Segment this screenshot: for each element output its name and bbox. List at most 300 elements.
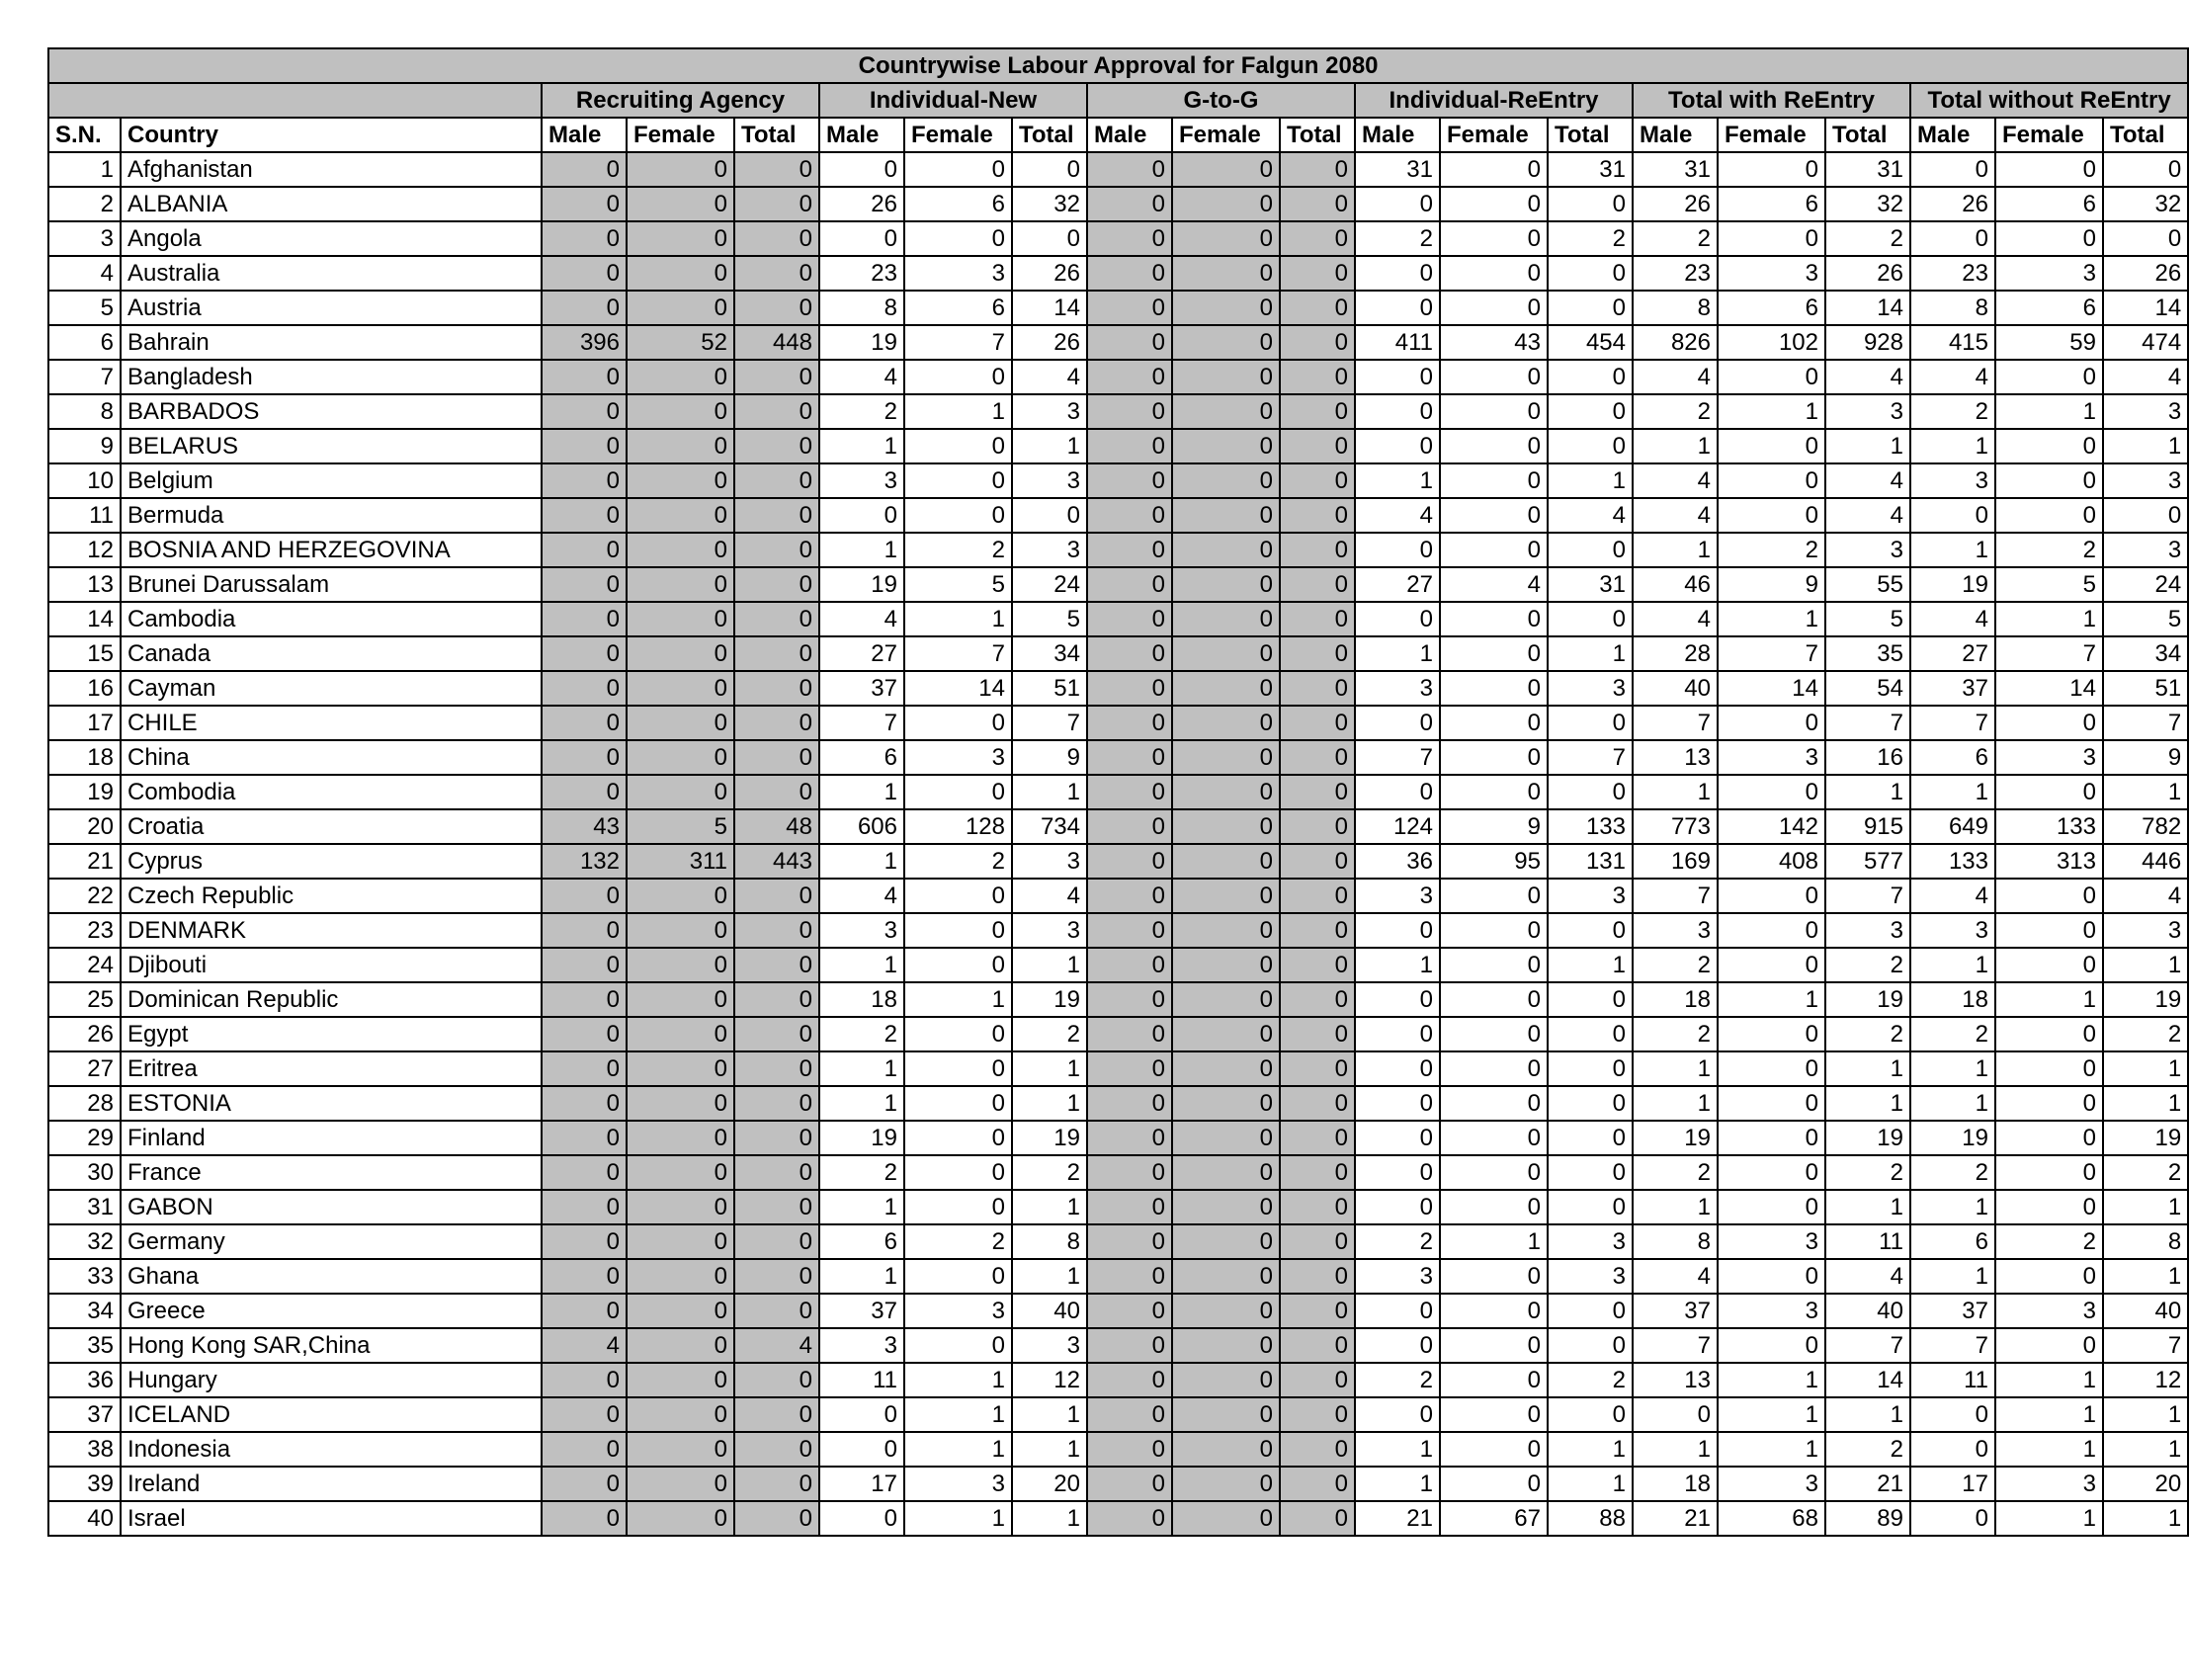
cell-total-with-reentry-female: 0 bbox=[1718, 1190, 1825, 1224]
cell-individual-reentry-female: 0 bbox=[1440, 948, 1548, 982]
cell-total-with-reentry-total: 26 bbox=[1825, 256, 1910, 291]
cell-g-to-g-female: 0 bbox=[1172, 291, 1280, 325]
cell-g-to-g-male: 0 bbox=[1087, 775, 1172, 809]
cell-recruiting-agency-female: 0 bbox=[627, 498, 734, 533]
cell-individual-reentry-male: 1 bbox=[1355, 948, 1440, 982]
row-country: BELARUS bbox=[121, 429, 542, 463]
cell-total-with-reentry-total: 16 bbox=[1825, 740, 1910, 775]
cell-recruiting-agency-female: 0 bbox=[627, 948, 734, 982]
cell-individual-reentry-male: 0 bbox=[1355, 706, 1440, 740]
row-country: BOSNIA AND HERZEGOVINA bbox=[121, 533, 542, 567]
cell-individual-reentry-male: 0 bbox=[1355, 291, 1440, 325]
cell-total-without-reentry-total: 0 bbox=[2103, 221, 2188, 256]
cell-total-with-reentry-female: 7 bbox=[1718, 636, 1825, 671]
cell-total-with-reentry-total: 4 bbox=[1825, 498, 1910, 533]
cell-individual-new-total: 3 bbox=[1012, 913, 1087, 948]
cell-g-to-g-female: 0 bbox=[1172, 740, 1280, 775]
cell-recruiting-agency-total: 0 bbox=[734, 1397, 819, 1432]
cell-individual-reentry-total: 4 bbox=[1548, 498, 1633, 533]
cell-g-to-g-total: 0 bbox=[1280, 1363, 1355, 1397]
cell-g-to-g-total: 0 bbox=[1280, 1501, 1355, 1536]
cell-g-to-g-total: 0 bbox=[1280, 498, 1355, 533]
cell-total-without-reentry-male: 415 bbox=[1910, 325, 1995, 360]
cell-individual-new-female: 7 bbox=[904, 325, 1012, 360]
cell-total-without-reentry-male: 1 bbox=[1910, 1259, 1995, 1294]
cell-recruiting-agency-total: 0 bbox=[734, 1432, 819, 1467]
cell-individual-new-male: 0 bbox=[819, 152, 904, 187]
cell-g-to-g-male: 0 bbox=[1087, 1190, 1172, 1224]
cell-total-without-reentry-male: 0 bbox=[1910, 221, 1995, 256]
row-sn: 39 bbox=[48, 1467, 121, 1501]
row-sn: 24 bbox=[48, 948, 121, 982]
cell-individual-new-female: 0 bbox=[904, 463, 1012, 498]
cell-total-with-reentry-total: 7 bbox=[1825, 706, 1910, 740]
cell-g-to-g-total: 0 bbox=[1280, 291, 1355, 325]
cell-total-without-reentry-female: 0 bbox=[1995, 221, 2103, 256]
cell-recruiting-agency-male: 0 bbox=[542, 1224, 627, 1259]
cell-g-to-g-total: 0 bbox=[1280, 1017, 1355, 1051]
cell-total-with-reentry-total: 19 bbox=[1825, 982, 1910, 1017]
cell-recruiting-agency-male: 4 bbox=[542, 1328, 627, 1363]
cell-individual-reentry-female: 0 bbox=[1440, 429, 1548, 463]
row-country: Combodia bbox=[121, 775, 542, 809]
cell-individual-new-male: 1 bbox=[819, 1051, 904, 1086]
row-sn: 31 bbox=[48, 1190, 121, 1224]
cell-total-without-reentry-female: 313 bbox=[1995, 844, 2103, 879]
cell-g-to-g-female: 0 bbox=[1172, 775, 1280, 809]
cell-individual-reentry-male: 0 bbox=[1355, 256, 1440, 291]
cell-individual-new-female: 1 bbox=[904, 1501, 1012, 1536]
cell-individual-new-total: 0 bbox=[1012, 498, 1087, 533]
cell-total-without-reentry-total: 2 bbox=[2103, 1155, 2188, 1190]
cell-recruiting-agency-male: 0 bbox=[542, 706, 627, 740]
cell-g-to-g-total: 0 bbox=[1280, 948, 1355, 982]
cell-g-to-g-total: 0 bbox=[1280, 671, 1355, 706]
cell-g-to-g-female: 0 bbox=[1172, 844, 1280, 879]
row-country: Cayman bbox=[121, 671, 542, 706]
cell-individual-reentry-total: 0 bbox=[1548, 1155, 1633, 1190]
cell-recruiting-agency-total: 0 bbox=[734, 394, 819, 429]
cell-total-with-reentry-female: 3 bbox=[1718, 1467, 1825, 1501]
cell-recruiting-agency-total: 0 bbox=[734, 1467, 819, 1501]
cell-total-without-reentry-female: 0 bbox=[1995, 1121, 2103, 1155]
cell-g-to-g-female: 0 bbox=[1172, 879, 1280, 913]
cell-total-with-reentry-female: 14 bbox=[1718, 671, 1825, 706]
cell-total-without-reentry-total: 1 bbox=[2103, 1086, 2188, 1121]
cell-recruiting-agency-female: 0 bbox=[627, 567, 734, 602]
cell-individual-reentry-male: 1 bbox=[1355, 463, 1440, 498]
cell-individual-new-female: 3 bbox=[904, 1294, 1012, 1328]
cell-individual-new-female: 14 bbox=[904, 671, 1012, 706]
row-country: Brunei Darussalam bbox=[121, 567, 542, 602]
cell-individual-reentry-total: 1 bbox=[1548, 1432, 1633, 1467]
cell-g-to-g-female: 0 bbox=[1172, 982, 1280, 1017]
cell-total-without-reentry-female: 0 bbox=[1995, 1086, 2103, 1121]
cell-individual-reentry-female: 0 bbox=[1440, 636, 1548, 671]
cell-total-with-reentry-female: 3 bbox=[1718, 1224, 1825, 1259]
cell-g-to-g-female: 0 bbox=[1172, 256, 1280, 291]
cell-individual-reentry-male: 0 bbox=[1355, 602, 1440, 636]
cell-recruiting-agency-male: 0 bbox=[542, 1017, 627, 1051]
cell-recruiting-agency-female: 0 bbox=[627, 1328, 734, 1363]
cell-g-to-g-female: 0 bbox=[1172, 152, 1280, 187]
cell-g-to-g-female: 0 bbox=[1172, 1121, 1280, 1155]
cell-individual-new-total: 19 bbox=[1012, 982, 1087, 1017]
cell-recruiting-agency-female: 0 bbox=[627, 394, 734, 429]
row-country: France bbox=[121, 1155, 542, 1190]
cell-recruiting-agency-total: 0 bbox=[734, 360, 819, 394]
cell-g-to-g-male: 0 bbox=[1087, 498, 1172, 533]
cell-total-with-reentry-total: 4 bbox=[1825, 463, 1910, 498]
cell-individual-new-male: 2 bbox=[819, 1155, 904, 1190]
cell-total-without-reentry-male: 2 bbox=[1910, 394, 1995, 429]
cell-g-to-g-male: 0 bbox=[1087, 1397, 1172, 1432]
cell-total-with-reentry-male: 37 bbox=[1633, 1294, 1718, 1328]
cell-g-to-g-female: 0 bbox=[1172, 913, 1280, 948]
cell-individual-new-female: 0 bbox=[904, 1121, 1012, 1155]
cell-total-without-reentry-male: 1 bbox=[1910, 1086, 1995, 1121]
cell-total-with-reentry-female: 1 bbox=[1718, 982, 1825, 1017]
cell-individual-reentry-male: 0 bbox=[1355, 775, 1440, 809]
cell-recruiting-agency-female: 0 bbox=[627, 1051, 734, 1086]
cell-total-with-reentry-female: 0 bbox=[1718, 221, 1825, 256]
cell-individual-new-total: 12 bbox=[1012, 1363, 1087, 1397]
cell-total-with-reentry-female: 0 bbox=[1718, 1121, 1825, 1155]
table-row bbox=[48, 948, 2188, 982]
cell-recruiting-agency-total: 0 bbox=[734, 775, 819, 809]
cell-individual-reentry-female: 0 bbox=[1440, 1190, 1548, 1224]
cell-g-to-g-female: 0 bbox=[1172, 187, 1280, 221]
cell-total-with-reentry-male: 2 bbox=[1633, 221, 1718, 256]
cell-individual-new-female: 0 bbox=[904, 706, 1012, 740]
cell-individual-reentry-male: 0 bbox=[1355, 982, 1440, 1017]
cell-recruiting-agency-female: 0 bbox=[627, 1432, 734, 1467]
cell-total-with-reentry-female: 1 bbox=[1718, 1432, 1825, 1467]
cell-total-with-reentry-male: 23 bbox=[1633, 256, 1718, 291]
cell-individual-reentry-total: 1 bbox=[1548, 636, 1633, 671]
cell-recruiting-agency-total: 0 bbox=[734, 498, 819, 533]
cell-individual-new-female: 0 bbox=[904, 1190, 1012, 1224]
cell-total-without-reentry-total: 20 bbox=[2103, 1467, 2188, 1501]
cell-g-to-g-female: 0 bbox=[1172, 1432, 1280, 1467]
cell-individual-new-total: 1 bbox=[1012, 1259, 1087, 1294]
cell-recruiting-agency-male: 0 bbox=[542, 740, 627, 775]
cell-total-without-reentry-female: 5 bbox=[1995, 567, 2103, 602]
cell-total-with-reentry-total: 7 bbox=[1825, 879, 1910, 913]
cell-recruiting-agency-male: 0 bbox=[542, 256, 627, 291]
cell-g-to-g-total: 0 bbox=[1280, 706, 1355, 740]
cell-recruiting-agency-total: 0 bbox=[734, 913, 819, 948]
cell-individual-reentry-total: 3 bbox=[1548, 1224, 1633, 1259]
table-row bbox=[48, 1432, 2188, 1467]
cell-total-with-reentry-male: 8 bbox=[1633, 291, 1718, 325]
cell-recruiting-agency-total: 0 bbox=[734, 1294, 819, 1328]
cell-individual-new-total: 0 bbox=[1012, 152, 1087, 187]
cell-individual-new-female: 6 bbox=[904, 187, 1012, 221]
cell-g-to-g-female: 0 bbox=[1172, 948, 1280, 982]
row-country: Angola bbox=[121, 221, 542, 256]
cell-recruiting-agency-female: 0 bbox=[627, 463, 734, 498]
cell-individual-new-male: 37 bbox=[819, 671, 904, 706]
cell-total-without-reentry-female: 0 bbox=[1995, 706, 2103, 740]
cell-total-without-reentry-total: 474 bbox=[2103, 325, 2188, 360]
cell-individual-reentry-male: 0 bbox=[1355, 533, 1440, 567]
cell-recruiting-agency-male: 0 bbox=[542, 636, 627, 671]
cell-individual-new-female: 7 bbox=[904, 636, 1012, 671]
cell-individual-reentry-total: 7 bbox=[1548, 740, 1633, 775]
cell-recruiting-agency-total: 0 bbox=[734, 948, 819, 982]
cell-g-to-g-male: 0 bbox=[1087, 533, 1172, 567]
cell-individual-reentry-total: 0 bbox=[1548, 982, 1633, 1017]
cell-total-without-reentry-female: 133 bbox=[1995, 809, 2103, 844]
cell-total-without-reentry-female: 1 bbox=[1995, 394, 2103, 429]
cell-individual-reentry-male: 0 bbox=[1355, 1086, 1440, 1121]
cell-recruiting-agency-male: 0 bbox=[542, 498, 627, 533]
row-sn: 7 bbox=[48, 360, 121, 394]
table-row bbox=[48, 1051, 2188, 1086]
cell-recruiting-agency-male: 396 bbox=[542, 325, 627, 360]
cell-total-with-reentry-female: 0 bbox=[1718, 948, 1825, 982]
cell-total-without-reentry-male: 4 bbox=[1910, 602, 1995, 636]
cell-g-to-g-male: 0 bbox=[1087, 1467, 1172, 1501]
cell-individual-reentry-female: 0 bbox=[1440, 1155, 1548, 1190]
cell-individual-new-male: 1 bbox=[819, 1259, 904, 1294]
row-country: Indonesia bbox=[121, 1432, 542, 1467]
cell-g-to-g-female: 0 bbox=[1172, 1086, 1280, 1121]
cell-total-with-reentry-male: 28 bbox=[1633, 636, 1718, 671]
cell-g-to-g-male: 0 bbox=[1087, 463, 1172, 498]
cell-individual-new-total: 24 bbox=[1012, 567, 1087, 602]
cell-individual-new-male: 0 bbox=[819, 221, 904, 256]
cell-individual-reentry-female: 0 bbox=[1440, 394, 1548, 429]
cell-individual-reentry-female: 0 bbox=[1440, 152, 1548, 187]
cell-total-without-reentry-female: 0 bbox=[1995, 1155, 2103, 1190]
cell-recruiting-agency-male: 0 bbox=[542, 429, 627, 463]
cell-individual-new-female: 0 bbox=[904, 1051, 1012, 1086]
cell-individual-new-total: 734 bbox=[1012, 809, 1087, 844]
cell-total-with-reentry-female: 1 bbox=[1718, 602, 1825, 636]
cell-total-with-reentry-total: 31 bbox=[1825, 152, 1910, 187]
cell-individual-reentry-female: 0 bbox=[1440, 1051, 1548, 1086]
cell-total-without-reentry-female: 1 bbox=[1995, 982, 2103, 1017]
cell-individual-new-total: 9 bbox=[1012, 740, 1087, 775]
row-country: CHILE bbox=[121, 706, 542, 740]
cell-total-with-reentry-total: 14 bbox=[1825, 291, 1910, 325]
table-row bbox=[48, 1121, 2188, 1155]
cell-total-without-reentry-female: 1 bbox=[1995, 602, 2103, 636]
cell-total-without-reentry-total: 3 bbox=[2103, 463, 2188, 498]
cell-total-without-reentry-male: 26 bbox=[1910, 187, 1995, 221]
cell-total-with-reentry-female: 0 bbox=[1718, 1155, 1825, 1190]
row-country: Bermuda bbox=[121, 498, 542, 533]
cell-g-to-g-female: 0 bbox=[1172, 360, 1280, 394]
header-individual-new-male: Male bbox=[819, 118, 904, 152]
cell-total-with-reentry-male: 7 bbox=[1633, 879, 1718, 913]
cell-recruiting-agency-male: 0 bbox=[542, 152, 627, 187]
table-body bbox=[48, 152, 2188, 1536]
cell-individual-reentry-male: 0 bbox=[1355, 1017, 1440, 1051]
cell-total-without-reentry-total: 3 bbox=[2103, 533, 2188, 567]
cell-total-with-reentry-female: 68 bbox=[1718, 1501, 1825, 1536]
cell-individual-reentry-female: 0 bbox=[1440, 360, 1548, 394]
cell-total-with-reentry-male: 4 bbox=[1633, 1259, 1718, 1294]
cell-recruiting-agency-total: 448 bbox=[734, 325, 819, 360]
cell-recruiting-agency-male: 0 bbox=[542, 1259, 627, 1294]
cell-recruiting-agency-male: 0 bbox=[542, 567, 627, 602]
cell-individual-new-male: 1 bbox=[819, 948, 904, 982]
cell-individual-new-total: 2 bbox=[1012, 1017, 1087, 1051]
cell-total-without-reentry-total: 34 bbox=[2103, 636, 2188, 671]
cell-individual-new-female: 6 bbox=[904, 291, 1012, 325]
cell-g-to-g-total: 0 bbox=[1280, 221, 1355, 256]
cell-individual-new-male: 4 bbox=[819, 879, 904, 913]
cell-total-without-reentry-male: 133 bbox=[1910, 844, 1995, 879]
cell-recruiting-agency-total: 0 bbox=[734, 879, 819, 913]
cell-total-without-reentry-total: 1 bbox=[2103, 1259, 2188, 1294]
row-sn: 1 bbox=[48, 152, 121, 187]
table-row bbox=[48, 360, 2188, 394]
cell-g-to-g-female: 0 bbox=[1172, 325, 1280, 360]
cell-total-with-reentry-total: 3 bbox=[1825, 533, 1910, 567]
title-row bbox=[48, 48, 2188, 83]
cell-individual-new-male: 0 bbox=[819, 1432, 904, 1467]
cell-individual-new-total: 4 bbox=[1012, 360, 1087, 394]
cell-individual-new-male: 18 bbox=[819, 982, 904, 1017]
cell-g-to-g-female: 0 bbox=[1172, 706, 1280, 740]
cell-total-with-reentry-female: 0 bbox=[1718, 775, 1825, 809]
cell-individual-new-female: 0 bbox=[904, 913, 1012, 948]
cell-total-without-reentry-total: 1 bbox=[2103, 1432, 2188, 1467]
cell-individual-new-total: 3 bbox=[1012, 394, 1087, 429]
cell-total-with-reentry-male: 4 bbox=[1633, 463, 1718, 498]
cell-individual-new-male: 0 bbox=[819, 1397, 904, 1432]
cell-individual-reentry-male: 0 bbox=[1355, 1121, 1440, 1155]
cell-individual-reentry-total: 0 bbox=[1548, 533, 1633, 567]
table-row bbox=[48, 602, 2188, 636]
cell-individual-reentry-total: 1 bbox=[1548, 463, 1633, 498]
row-country: Bahrain bbox=[121, 325, 542, 360]
cell-individual-new-total: 1 bbox=[1012, 1051, 1087, 1086]
cell-individual-new-male: 1 bbox=[819, 775, 904, 809]
cell-individual-new-total: 8 bbox=[1012, 1224, 1087, 1259]
cell-g-to-g-total: 0 bbox=[1280, 429, 1355, 463]
cell-recruiting-agency-female: 0 bbox=[627, 1467, 734, 1501]
table-row bbox=[48, 1224, 2188, 1259]
table-row bbox=[48, 187, 2188, 221]
cell-individual-new-male: 37 bbox=[819, 1294, 904, 1328]
cell-total-without-reentry-total: 2 bbox=[2103, 1017, 2188, 1051]
cell-total-without-reentry-male: 7 bbox=[1910, 706, 1995, 740]
row-sn: 13 bbox=[48, 567, 121, 602]
cell-individual-new-total: 5 bbox=[1012, 602, 1087, 636]
cell-recruiting-agency-total: 0 bbox=[734, 429, 819, 463]
cell-total-without-reentry-total: 782 bbox=[2103, 809, 2188, 844]
cell-individual-new-total: 26 bbox=[1012, 256, 1087, 291]
cell-recruiting-agency-female: 0 bbox=[627, 1190, 734, 1224]
cell-individual-reentry-male: 2 bbox=[1355, 1363, 1440, 1397]
cell-total-without-reentry-total: 7 bbox=[2103, 1328, 2188, 1363]
cell-total-with-reentry-male: 1 bbox=[1633, 1051, 1718, 1086]
cell-recruiting-agency-total: 48 bbox=[734, 809, 819, 844]
cell-individual-reentry-female: 0 bbox=[1440, 706, 1548, 740]
cell-total-without-reentry-male: 27 bbox=[1910, 636, 1995, 671]
table-row bbox=[48, 1397, 2188, 1432]
cell-individual-new-female: 1 bbox=[904, 1397, 1012, 1432]
cell-recruiting-agency-total: 0 bbox=[734, 1051, 819, 1086]
cell-recruiting-agency-total: 0 bbox=[734, 567, 819, 602]
table-row bbox=[48, 1501, 2188, 1536]
cell-individual-new-male: 19 bbox=[819, 325, 904, 360]
cell-individual-new-total: 1 bbox=[1012, 948, 1087, 982]
cell-total-with-reentry-female: 142 bbox=[1718, 809, 1825, 844]
cell-individual-new-female: 3 bbox=[904, 1467, 1012, 1501]
cell-total-without-reentry-male: 1 bbox=[1910, 948, 1995, 982]
cell-recruiting-agency-female: 0 bbox=[627, 706, 734, 740]
cell-individual-reentry-total: 454 bbox=[1548, 325, 1633, 360]
cell-g-to-g-male: 0 bbox=[1087, 1017, 1172, 1051]
cell-individual-reentry-female: 0 bbox=[1440, 1467, 1548, 1501]
table-row bbox=[48, 913, 2188, 948]
cell-individual-reentry-female: 0 bbox=[1440, 1086, 1548, 1121]
cell-total-without-reentry-total: 9 bbox=[2103, 740, 2188, 775]
header-g-to-g-male: Male bbox=[1087, 118, 1172, 152]
cell-total-without-reentry-total: 24 bbox=[2103, 567, 2188, 602]
row-country: Australia bbox=[121, 256, 542, 291]
cell-g-to-g-female: 0 bbox=[1172, 463, 1280, 498]
table-row bbox=[48, 671, 2188, 706]
cell-total-with-reentry-male: 13 bbox=[1633, 1363, 1718, 1397]
cell-total-with-reentry-total: 1 bbox=[1825, 1086, 1910, 1121]
cell-total-without-reentry-male: 8 bbox=[1910, 291, 1995, 325]
cell-individual-reentry-total: 0 bbox=[1548, 1190, 1633, 1224]
cell-total-without-reentry-total: 14 bbox=[2103, 291, 2188, 325]
cell-individual-new-male: 2 bbox=[819, 394, 904, 429]
cell-g-to-g-male: 0 bbox=[1087, 1086, 1172, 1121]
cell-total-with-reentry-total: 4 bbox=[1825, 1259, 1910, 1294]
cell-total-without-reentry-total: 1 bbox=[2103, 775, 2188, 809]
cell-individual-new-female: 0 bbox=[904, 498, 1012, 533]
cell-g-to-g-total: 0 bbox=[1280, 809, 1355, 844]
cell-individual-reentry-male: 27 bbox=[1355, 567, 1440, 602]
row-country: Ghana bbox=[121, 1259, 542, 1294]
cell-individual-new-total: 14 bbox=[1012, 291, 1087, 325]
cell-g-to-g-male: 0 bbox=[1087, 394, 1172, 429]
row-sn: 3 bbox=[48, 221, 121, 256]
cell-individual-reentry-male: 7 bbox=[1355, 740, 1440, 775]
cell-individual-reentry-male: 0 bbox=[1355, 1155, 1440, 1190]
cell-individual-new-female: 1 bbox=[904, 982, 1012, 1017]
cell-recruiting-agency-total: 0 bbox=[734, 221, 819, 256]
cell-total-without-reentry-female: 0 bbox=[1995, 152, 2103, 187]
header-total-without-reentry-male: Male bbox=[1910, 118, 1995, 152]
cell-recruiting-agency-total: 0 bbox=[734, 602, 819, 636]
header-country: Country bbox=[121, 118, 542, 152]
cell-g-to-g-female: 0 bbox=[1172, 1051, 1280, 1086]
cell-recruiting-agency-total: 0 bbox=[734, 187, 819, 221]
cell-total-without-reentry-total: 1 bbox=[2103, 429, 2188, 463]
row-country: Afghanistan bbox=[121, 152, 542, 187]
cell-recruiting-agency-female: 311 bbox=[627, 844, 734, 879]
cell-g-to-g-total: 0 bbox=[1280, 1467, 1355, 1501]
cell-total-without-reentry-male: 2 bbox=[1910, 1017, 1995, 1051]
header-recruiting-agency-total: Total bbox=[734, 118, 819, 152]
cell-individual-reentry-female: 0 bbox=[1440, 1432, 1548, 1467]
row-sn: 36 bbox=[48, 1363, 121, 1397]
cell-individual-new-total: 32 bbox=[1012, 187, 1087, 221]
cell-individual-new-female: 1 bbox=[904, 394, 1012, 429]
table-row bbox=[48, 498, 2188, 533]
cell-total-with-reentry-male: 4 bbox=[1633, 498, 1718, 533]
